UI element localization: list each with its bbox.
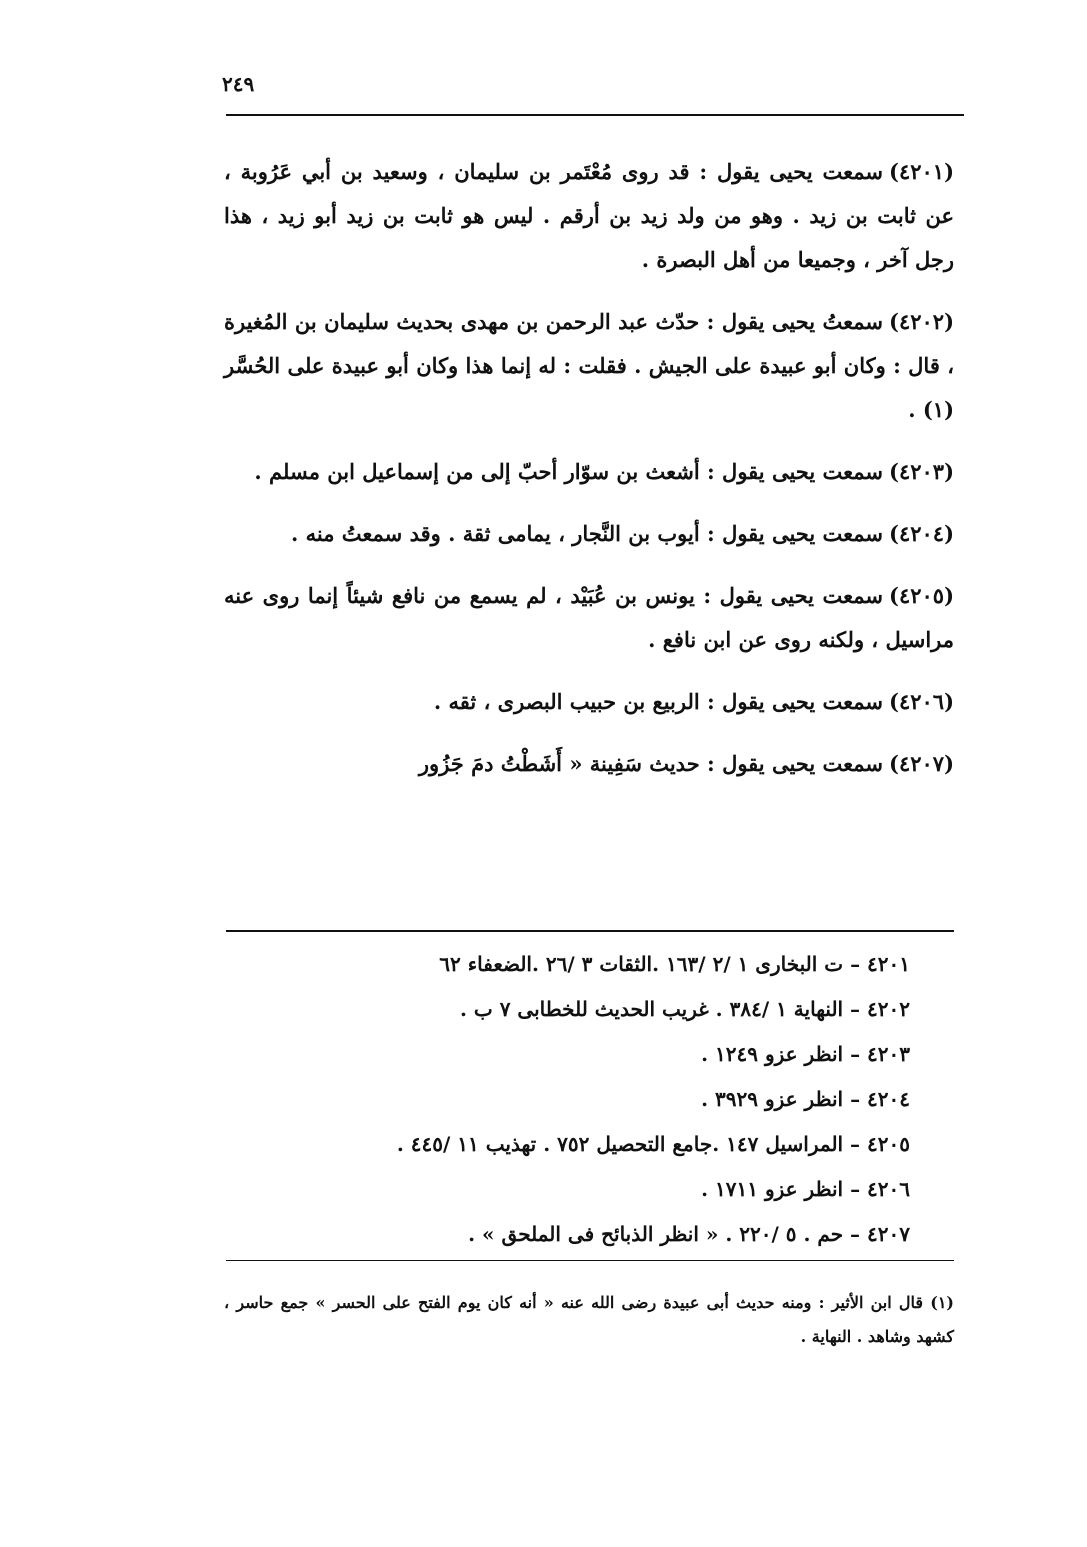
entry-number: (٤٢٠٥) <box>889 583 954 608</box>
footnote-rule <box>226 1260 954 1261</box>
note-line: ٤٢٠١ – ت البخارى ١ /٢ /١٦٣ .الثقات ٣ /٢٦ .الضعفاء ٦٢ <box>439 952 910 976</box>
footnote: (١) قال ابن الأثير : ومنه حديث أبى عبيدة رضى الله عنه « أنه كان يوم الفتح على الحسر » جمع حاسر ، كشهد وشاهد . النهاية . <box>224 1293 954 1346</box>
entry-text: سمعت يحيى يقول : يونس بن عُبَيْد ، لم يسمع من نافع شيئاً إنما روى عنه مراسيل ، ولكنه روى عن ابن نافع . <box>224 583 954 652</box>
note-line: ٤٢٠٣ – انظر عزو ١٢٤٩ . <box>701 1042 910 1066</box>
entry-text: سمعت يحيى يقول : أيوب بن النَّجار ، يمامى ثقة . وقد سمعتُ منه . <box>291 521 883 546</box>
reference-notes <box>300 942 910 1257</box>
note-line: ٤٢٠٦ – انظر عزو ١٧١١ . <box>701 1177 910 1201</box>
entry-4205 <box>224 574 954 662</box>
page-number: ٢٤٩ <box>222 72 255 96</box>
entry-4201 <box>224 150 954 282</box>
entry-4203 <box>224 450 954 494</box>
entry-text: سمعت يحيى يقول : حديث سَفِينة « أَشَطْتُ دمَ جَزُور <box>418 751 883 776</box>
entry-text: سمعتُ يحيى يقول : حدّث عبد الرحمن بن مهدى بحديث سليمان بن المُغيرة ، قال : وكان أبو عبيدة على الجيش . فقلت : له إنما هذا وكان أبو عبيدة على الحُسَّر (١) . <box>224 309 954 422</box>
entry-4207 <box>224 742 954 786</box>
entry-number: (٤٢٠١) <box>889 159 954 184</box>
notes-rule <box>226 930 954 932</box>
entry-4204 <box>224 512 954 556</box>
note-line: ٤٢٠٢ – النهاية ١ /٣٨٤ . غريب الحديث للخطابى ٧ ب . <box>460 997 910 1021</box>
entry-number: (٤٢٠٦) <box>889 689 954 714</box>
entry-number: (٤٢٠٣) <box>889 459 954 484</box>
note-line: ٤٢٠٤ – انظر عزو ٣٩٢٩ . <box>701 1087 910 1111</box>
note-line: ٤٢٠٧ – حم . ٥ /٢٢٠ . « انظر الذبائح فى الملحق » . <box>468 1222 910 1246</box>
note-line: ٤٢٠٥ – المراسيل ١٤٧ .جامع التحصيل ٧٥٢ . تهذيب ١١ /٤٤٥ . <box>396 1132 910 1156</box>
entry-4206 <box>224 680 954 724</box>
entry-4202 <box>224 300 954 432</box>
header-rule <box>226 114 964 116</box>
entry-number: (٤٢٠٤) <box>889 521 954 546</box>
entry-number: (٤٢٠٢) <box>889 309 954 334</box>
entry-text: سمعت يحيى يقول : الربيع بن حبيب البصرى ، ثقه . <box>433 689 883 714</box>
entry-text: سمعت يحيى يقول : قد روى مُعْتَمر بن سليمان ، وسعيد بن أبي عَرُوبة ، عن ثابت بن زيد . وهو من ولد زيد بن أرقم . ليس هو ثابت بن زيد أبو زيد ، هذا رجل آخر ، وجميعا من أهل البصرة . <box>224 159 954 272</box>
main-text <box>224 150 954 804</box>
entry-number: (٤٢٠٧) <box>889 751 954 776</box>
entry-text: سمعت يحيى يقول : أشعث بن سوّار أحبّ إلى من إسماعيل ابن مسلم . <box>254 459 883 484</box>
